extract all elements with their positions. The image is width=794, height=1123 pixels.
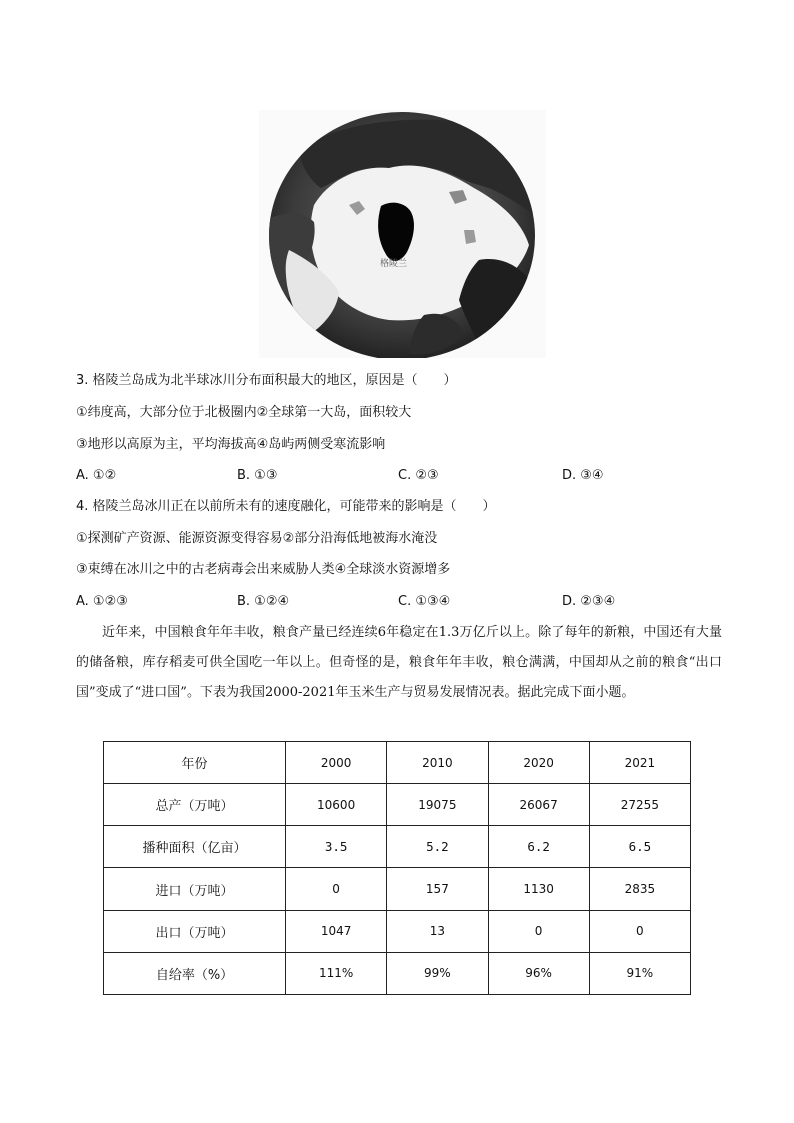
table-cell: 1130 [488, 868, 589, 910]
table-cell: 157 [387, 868, 488, 910]
table-cell: 0 [589, 910, 690, 952]
table-header-cell: 2010 [387, 742, 488, 784]
table-cell: 19075 [387, 784, 488, 826]
q3-option-d[interactable]: D. ③④ [562, 468, 604, 483]
q4-option-d[interactable]: D. ②③④ [562, 594, 616, 609]
table-header-cell: 年份 [104, 742, 286, 784]
table-cell: 0 [286, 868, 387, 910]
table-cell: 26067 [488, 784, 589, 826]
table-cell: 99% [387, 952, 488, 994]
table-cell: 6.5 [589, 826, 690, 868]
table-cell: 3.5 [286, 826, 387, 868]
table-cell: 1047 [286, 910, 387, 952]
q4-line1: ①探测矿产资源、能源资源变得容易②部分沿海低地被海水淹没 [76, 531, 438, 546]
table-header-cell: 2020 [488, 742, 589, 784]
table-cell: 96% [488, 952, 589, 994]
q3-option-a[interactable]: A. ①② [76, 468, 117, 483]
table-cell: 6.2 [488, 826, 589, 868]
table-header-cell: 2000 [286, 742, 387, 784]
table-cell: 10600 [286, 784, 387, 826]
table-cell: 27255 [589, 784, 690, 826]
q4-option-a[interactable]: A. ①②③ [76, 594, 128, 609]
table-row [104, 784, 691, 826]
row-label: 自给率（%） [104, 952, 286, 994]
row-label: 进口（万吨） [104, 868, 286, 910]
table-cell: 91% [589, 952, 690, 994]
row-label: 总产（万吨） [104, 784, 286, 826]
q4-stem: 4. 格陵兰岛冰川正在以前所未有的速度融化，可能带来的影响是（ ） [76, 499, 496, 514]
corn-production-table [103, 741, 691, 995]
table-cell: 0 [488, 910, 589, 952]
table-header-cell: 2021 [589, 742, 690, 784]
q3-line1: ①纬度高，大部分位于北极圈内②全球第一大岛，面积较大 [76, 405, 412, 420]
q4-option-b[interactable]: B. ①②④ [237, 594, 290, 609]
q4-option-c[interactable]: C. ①③④ [398, 594, 451, 609]
table-cell: 13 [387, 910, 488, 952]
table-cell: 2835 [589, 868, 690, 910]
q3-line2: ③地形以高原为主，平均海拔高④岛屿两侧受寒流影响 [76, 437, 386, 452]
table-row [104, 868, 691, 910]
table-header-row [104, 742, 691, 784]
arctic-globe-map [259, 110, 546, 358]
q3-option-c[interactable]: C. ②③ [398, 468, 439, 483]
row-label: 出口（万吨） [104, 910, 286, 952]
q4-line2: ③束缚在冰川之中的古老病毒会出来威胁人类④全球淡水资源增多 [76, 562, 451, 577]
reading-passage: 近年来，中国粮食年年丰收，粮食产量已经连续6年稳定在1.3万亿斤以上。除了每年的新粮，中国还有大量的储备粮，库存稻麦可供全国吃一年以上。但奇怪的是，粮食年年丰收，粮仓满满，中国却从之前的粮食“出口国”变成了“进口国”。下表为我国2000-2021年玉米生产与贸易发展情况表。据此完成下面小题。 [76, 625, 722, 700]
table-row [104, 952, 691, 994]
row-label: 播种面积（亿亩） [104, 826, 286, 868]
q3-stem: 3. 格陵兰岛成为北半球冰川分布面积最大的地区，原因是（ ） [76, 373, 457, 388]
table-row [104, 910, 691, 952]
table-cell: 111% [286, 952, 387, 994]
greenland-label: 格陵兰 [380, 259, 408, 269]
table-row [104, 826, 691, 868]
q3-option-b[interactable]: B. ①③ [237, 468, 278, 483]
table-cell: 5.2 [387, 826, 488, 868]
